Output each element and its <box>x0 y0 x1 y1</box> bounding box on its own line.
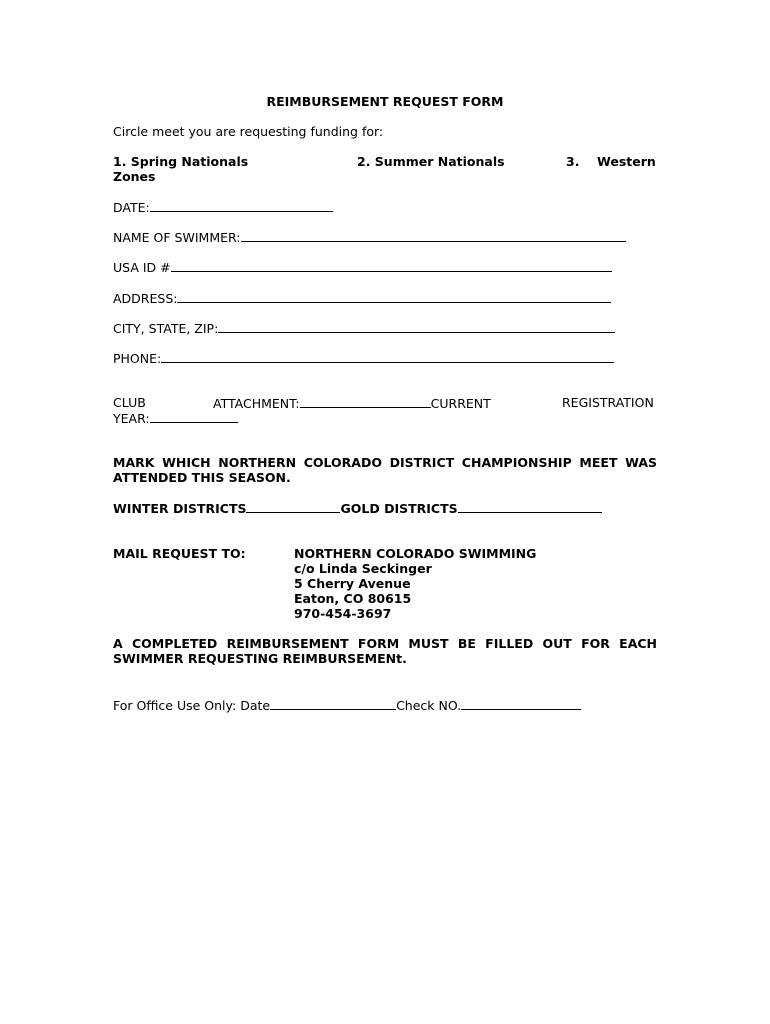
mail-address-line: NORTHERN COLORADO SWIMMING <box>294 546 537 561</box>
phone-label: PHONE: <box>113 351 162 366</box>
registration-label: REGISTRATION <box>562 395 654 410</box>
winter-districts-label: WINTER DISTRICTS <box>113 501 247 516</box>
mail-label: MAIL REQUEST TO: <box>113 546 246 561</box>
club-label: CLUB <box>113 395 146 410</box>
year-label: YEAR: <box>113 411 150 426</box>
meet-option-western-number: 3. <box>566 154 580 169</box>
check-number-blank <box>461 697 581 710</box>
date-blank <box>150 199 333 212</box>
attachment-field <box>213 395 491 411</box>
meet-option-summer: 2. Summer Nationals <box>357 154 505 169</box>
meet-option-zones: Zones <box>113 169 156 184</box>
completion-notice: A COMPLETED REIMBURSEMENT FORM MUST BE FILLED OUT FOR EACH SWIMMER REQUESTING REIMBURSEMENt. <box>113 636 657 666</box>
meet-option-spring: 1. Spring Nationals <box>113 154 249 169</box>
swimmer-field <box>113 229 657 245</box>
address-label: ADDRESS: <box>113 291 178 306</box>
usa-id-field <box>113 259 657 275</box>
address-blank <box>177 290 611 303</box>
year-blank <box>150 410 238 423</box>
city-blank <box>218 320 615 333</box>
swimmer-label: NAME OF SWIMMER: <box>113 230 241 245</box>
instruction-text: Circle meet you are requesting funding for: <box>113 124 384 139</box>
date-field <box>113 199 657 215</box>
mail-address <box>294 546 536 621</box>
championship-prompt: MARK WHICH NORTHERN COLORADO DISTRICT CHAMPIONSHIP MEET WAS ATTENDED THIS SEASON. <box>113 455 657 485</box>
usa-id-label: USA ID # <box>113 260 171 275</box>
mail-address-line: c/o Linda Seckinger <box>294 561 432 576</box>
check-number-label: Check NO. <box>396 698 462 713</box>
districts-field <box>113 500 657 516</box>
phone-blank <box>161 350 614 363</box>
mail-address-line: 5 Cherry Avenue <box>294 576 411 591</box>
phone-field <box>113 350 657 366</box>
mail-phone: 970-454-3697 <box>294 606 392 621</box>
mail-address-line: Eaton, CO 80615 <box>294 591 412 606</box>
usa-id-blank <box>171 259 612 272</box>
attachment-blank <box>300 395 431 408</box>
gold-districts-label: GOLD DISTRICTS <box>340 501 458 516</box>
city-label: CITY, STATE, ZIP: <box>113 321 219 336</box>
office-use-field <box>113 697 657 713</box>
form-title: REIMBURSEMENT REQUEST FORM <box>266 94 504 109</box>
date-label: DATE: <box>113 200 150 215</box>
office-date-blank <box>270 697 396 710</box>
swimmer-blank <box>241 229 626 242</box>
address-field <box>113 290 657 306</box>
meet-option-western: Western <box>597 154 656 169</box>
city-field <box>113 320 657 336</box>
gold-districts-blank <box>458 500 602 513</box>
office-use-label: For Office Use Only: Date <box>113 698 271 713</box>
attachment-label: ATTACHMENT: <box>213 396 300 411</box>
year-field <box>113 410 238 426</box>
current-label: CURRENT <box>430 396 491 411</box>
winter-districts-blank <box>246 500 340 513</box>
